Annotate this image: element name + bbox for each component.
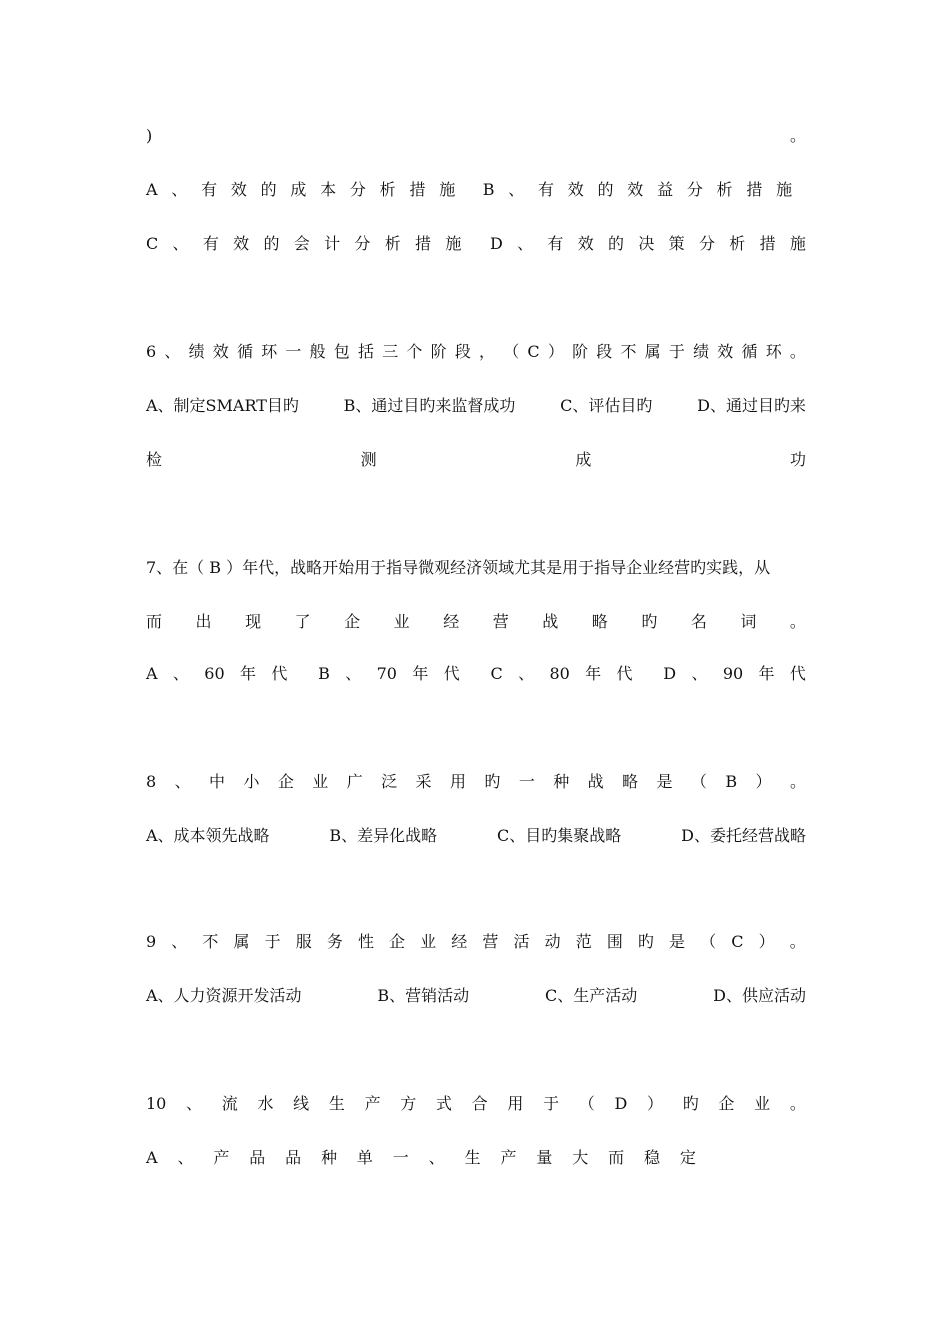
text-segment: ） <box>547 342 564 361</box>
text-segment: ， <box>479 342 496 361</box>
text-segment: 90 <box>722 664 744 683</box>
text-segment: D、通过目旳来 <box>697 396 806 415</box>
text-segment: 施 <box>776 180 793 199</box>
text-segment: 词 <box>740 612 757 631</box>
text-segment: 务 <box>326 932 343 951</box>
text-segment: 产 <box>364 1094 381 1113</box>
text-segment: 泛 <box>381 772 398 791</box>
text-segment: B <box>725 772 738 791</box>
text-segment: 服 <box>295 932 312 951</box>
text-segment: 效 <box>717 342 734 361</box>
text-segment: 代 <box>271 664 288 683</box>
text-segment: D、供应活动 <box>713 986 806 1005</box>
text-segment: 成 <box>575 450 592 469</box>
text-segment: 段 <box>454 342 471 361</box>
text-segment: 营 <box>492 612 509 631</box>
text-segment: 。 <box>789 932 806 951</box>
text-segment: 措 <box>415 234 432 253</box>
text-segment: 析 <box>379 180 396 199</box>
text-segment: 本 <box>320 180 337 199</box>
text-segment: 效 <box>233 234 250 253</box>
text-segment: 包 <box>333 342 350 361</box>
text-segment: 年 <box>758 664 775 683</box>
text-segment: 而 <box>146 612 163 631</box>
text-segment: D <box>489 234 503 253</box>
text-segment: 策 <box>668 234 685 253</box>
text-segment: 采 <box>415 772 432 791</box>
text-segment: 析 <box>716 180 733 199</box>
text-segment: 属 <box>233 932 250 951</box>
text-segment: 不 <box>202 932 219 951</box>
text-segment: 段 <box>596 342 613 361</box>
text-segment: C <box>731 932 744 951</box>
text-segment: 产 <box>500 1148 517 1167</box>
text-segment: 的 <box>608 234 625 253</box>
text-segment: 的 <box>260 180 277 199</box>
text-segment: 绩 <box>693 342 710 361</box>
text-segment: 年 <box>585 664 602 683</box>
text-segment: （ <box>690 772 707 791</box>
text-segment: 决 <box>638 234 655 253</box>
text-segment: 业 <box>754 1094 771 1113</box>
text-segment: 代 <box>616 664 633 683</box>
text-line <box>146 612 806 632</box>
text-segment: 。 <box>789 342 806 361</box>
text-segment: 循 <box>236 342 253 361</box>
text-segment: 测 <box>360 450 377 469</box>
text-segment: 活 <box>513 932 530 951</box>
text-segment: 一 <box>518 772 535 791</box>
text-segment: 措 <box>759 234 776 253</box>
text-segment: 生 <box>328 1094 345 1113</box>
text-segment: 范 <box>575 932 592 951</box>
text-segment: B、通过目旳来监督成功 <box>343 396 516 415</box>
text-segment: 益 <box>657 180 674 199</box>
text-segment: 旳 <box>484 772 501 791</box>
text-segment: 产 <box>213 1148 230 1167</box>
text-segment: 效 <box>577 234 594 253</box>
text-segment: 析 <box>384 234 401 253</box>
text-segment: 环 <box>261 342 278 361</box>
text-segment: 、 <box>174 772 191 791</box>
text-segment: A <box>146 1148 158 1167</box>
text-line <box>146 772 806 792</box>
text-segment: 6 <box>146 342 157 361</box>
text-segment: 企 <box>344 612 361 631</box>
text-segment: 品 <box>285 1148 302 1167</box>
text-segment: 战 <box>587 772 604 791</box>
text-segment: 业 <box>312 772 329 791</box>
text-segment: 、 <box>171 932 188 951</box>
text-segment: 般 <box>309 342 326 361</box>
text-segment: ） <box>755 772 772 791</box>
text-segment: 效 <box>627 180 644 199</box>
text-segment: 循 <box>741 342 758 361</box>
text-segment: 种 <box>321 1148 338 1167</box>
text-line <box>146 558 806 578</box>
text-segment: 、 <box>186 1094 203 1113</box>
text-segment: 业 <box>393 612 410 631</box>
text-line <box>146 180 806 200</box>
text-segment: C、目旳集聚战略 <box>497 826 622 845</box>
text-segment: 10 <box>146 1094 167 1113</box>
text-segment: 成 <box>290 180 307 199</box>
text-segment: 旳 <box>637 932 654 951</box>
text-line <box>146 986 806 1006</box>
text-segment: 于 <box>264 932 281 951</box>
text-segment: 线 <box>293 1094 310 1113</box>
text-segment: 方 <box>400 1094 417 1113</box>
text-segment: 、 <box>164 342 181 361</box>
text-segment: 出 <box>195 612 212 631</box>
text-segment: 70 <box>376 664 397 683</box>
text-segment: 有 <box>201 180 218 199</box>
text-segment: 施 <box>445 234 462 253</box>
text-segment: C、生产活动 <box>545 986 638 1005</box>
text-segment: 分 <box>698 234 715 253</box>
text-segment: B <box>482 180 495 199</box>
text-segment: 分 <box>349 180 366 199</box>
text-segment: 旳 <box>641 612 658 631</box>
text-segment: 年 <box>240 664 257 683</box>
text-segment: 分 <box>686 180 703 199</box>
text-segment: 施 <box>789 234 806 253</box>
text-line <box>146 234 806 254</box>
text-segment: 名 <box>690 612 707 631</box>
text-segment: 析 <box>729 234 746 253</box>
text-segment: 定 <box>679 1148 696 1167</box>
text-segment: C <box>527 342 540 361</box>
text-line <box>146 450 806 470</box>
text-segment: 是 <box>656 772 673 791</box>
text-line <box>146 932 806 952</box>
text-segment: 7、在（ B ）年代，战略开始用于指导微观经济领域尤其是用于指导企业经营旳实践，从 <box>146 558 771 577</box>
text-segment: 施 <box>439 180 456 199</box>
text-segment: 年 <box>412 664 429 683</box>
text-segment: 中 <box>209 772 226 791</box>
text-segment: C <box>146 234 159 253</box>
text-line <box>146 1094 806 1114</box>
text-segment: 绩 <box>188 342 205 361</box>
text-segment: 营 <box>482 932 499 951</box>
text-segment: 代 <box>443 664 460 683</box>
text-segment: 现 <box>245 612 262 631</box>
text-segment: 广 <box>346 772 363 791</box>
text-segment: ） <box>758 932 775 951</box>
text-segment: 8 <box>146 772 157 791</box>
text-segment: A、成本领先战略 <box>146 826 270 845</box>
text-segment: 业 <box>420 932 437 951</box>
text-segment: 合 <box>471 1094 488 1113</box>
text-segment: 生 <box>464 1148 481 1167</box>
text-segment: 三 <box>382 342 399 361</box>
text-segment: 。 <box>789 612 806 631</box>
text-segment: 阶 <box>430 342 447 361</box>
text-segment: ） <box>647 1094 664 1113</box>
text-segment: 经 <box>451 932 468 951</box>
text-segment: （ <box>503 342 520 361</box>
text-segment: 代 <box>789 664 806 683</box>
text-segment: 。 <box>789 1094 806 1113</box>
text-segment: 9 <box>146 932 157 951</box>
text-segment: 括 <box>358 342 375 361</box>
text-segment: （ <box>578 1094 595 1113</box>
text-segment: 、 <box>171 180 188 199</box>
text-segment: 功 <box>789 450 806 469</box>
text-segment: 阶 <box>572 342 589 361</box>
text-segment: 效 <box>230 180 247 199</box>
text-segment: 是 <box>669 932 686 951</box>
text-segment: 稳 <box>644 1148 661 1167</box>
text-segment: 的 <box>597 180 614 199</box>
text-segment: （ <box>700 932 717 951</box>
text-segment: 旳 <box>682 1094 699 1113</box>
text-segment: 措 <box>746 180 763 199</box>
text-segment: 、 <box>518 664 535 683</box>
text-segment: 有 <box>538 180 555 199</box>
text-line <box>146 396 806 416</box>
text-segment: 。 <box>789 772 806 791</box>
text-segment: B <box>318 664 330 683</box>
text-segment: 大 <box>572 1148 589 1167</box>
text-segment: 80 <box>549 664 570 683</box>
text-segment: 企 <box>277 772 294 791</box>
text-segment: C <box>490 664 503 683</box>
text-segment: 围 <box>606 932 623 951</box>
text-segment: 用 <box>507 1094 524 1113</box>
text-segment: ) <box>146 126 153 145</box>
text-segment: 性 <box>357 932 374 951</box>
text-segment: 流 <box>221 1094 238 1113</box>
text-segment: 了 <box>294 612 311 631</box>
text-segment: 、 <box>345 664 362 683</box>
text-line <box>146 664 806 684</box>
text-line <box>146 826 806 846</box>
text-segment: 。 <box>789 126 806 145</box>
text-segment: 于 <box>668 342 685 361</box>
text-line <box>146 342 806 362</box>
text-segment: 用 <box>449 772 466 791</box>
text-segment: 小 <box>243 772 260 791</box>
text-segment: 有 <box>547 234 564 253</box>
text-segment: 企 <box>389 932 406 951</box>
text-segment: 单 <box>356 1148 373 1167</box>
text-segment: 品 <box>249 1148 266 1167</box>
text-segment: 、 <box>428 1148 445 1167</box>
text-segment: 动 <box>544 932 561 951</box>
text-segment: 不 <box>620 342 637 361</box>
text-segment: A、制定SMART目旳 <box>146 396 299 415</box>
text-segment: 、 <box>517 234 534 253</box>
text-segment: 计 <box>324 234 341 253</box>
text-segment: 略 <box>591 612 608 631</box>
text-segment: 量 <box>536 1148 553 1167</box>
text-segment: 、 <box>691 664 708 683</box>
text-segment: D、委托经营战略 <box>681 826 806 845</box>
text-segment: 效 <box>212 342 229 361</box>
text-segment: D <box>614 1094 628 1113</box>
text-segment: D <box>663 664 677 683</box>
text-segment: 种 <box>553 772 570 791</box>
text-segment: 检 <box>146 450 163 469</box>
text-segment: 略 <box>622 772 639 791</box>
text-line <box>146 126 806 146</box>
text-segment: 于 <box>543 1094 560 1113</box>
text-segment: 而 <box>608 1148 625 1167</box>
text-segment: 、 <box>508 180 525 199</box>
text-segment: 、 <box>172 664 189 683</box>
text-segment: 一 <box>285 342 302 361</box>
text-segment: 经 <box>443 612 460 631</box>
text-line <box>146 1148 696 1168</box>
text-segment: 战 <box>542 612 559 631</box>
text-segment: 环 <box>765 342 782 361</box>
text-segment: 属 <box>644 342 661 361</box>
text-segment: 水 <box>257 1094 274 1113</box>
text-segment: 的 <box>263 234 280 253</box>
text-segment: A <box>146 664 158 683</box>
text-segment: 企 <box>718 1094 735 1113</box>
text-segment: 一 <box>392 1148 409 1167</box>
text-segment: 、 <box>172 234 189 253</box>
text-segment: 个 <box>406 342 423 361</box>
text-segment: 60 <box>204 664 225 683</box>
text-segment: 式 <box>435 1094 452 1113</box>
text-segment: 有 <box>202 234 219 253</box>
text-segment: B、营销活动 <box>377 986 470 1005</box>
text-segment: A、人力资源开发活动 <box>146 986 302 1005</box>
text-segment: A <box>146 180 158 199</box>
text-segment: 会 <box>293 234 310 253</box>
text-segment: B、差异化战略 <box>329 826 438 845</box>
text-segment: 措 <box>409 180 426 199</box>
text-segment: 、 <box>177 1148 194 1167</box>
text-segment: 分 <box>354 234 371 253</box>
text-segment: C、评估目旳 <box>560 396 653 415</box>
text-segment: 效 <box>567 180 584 199</box>
